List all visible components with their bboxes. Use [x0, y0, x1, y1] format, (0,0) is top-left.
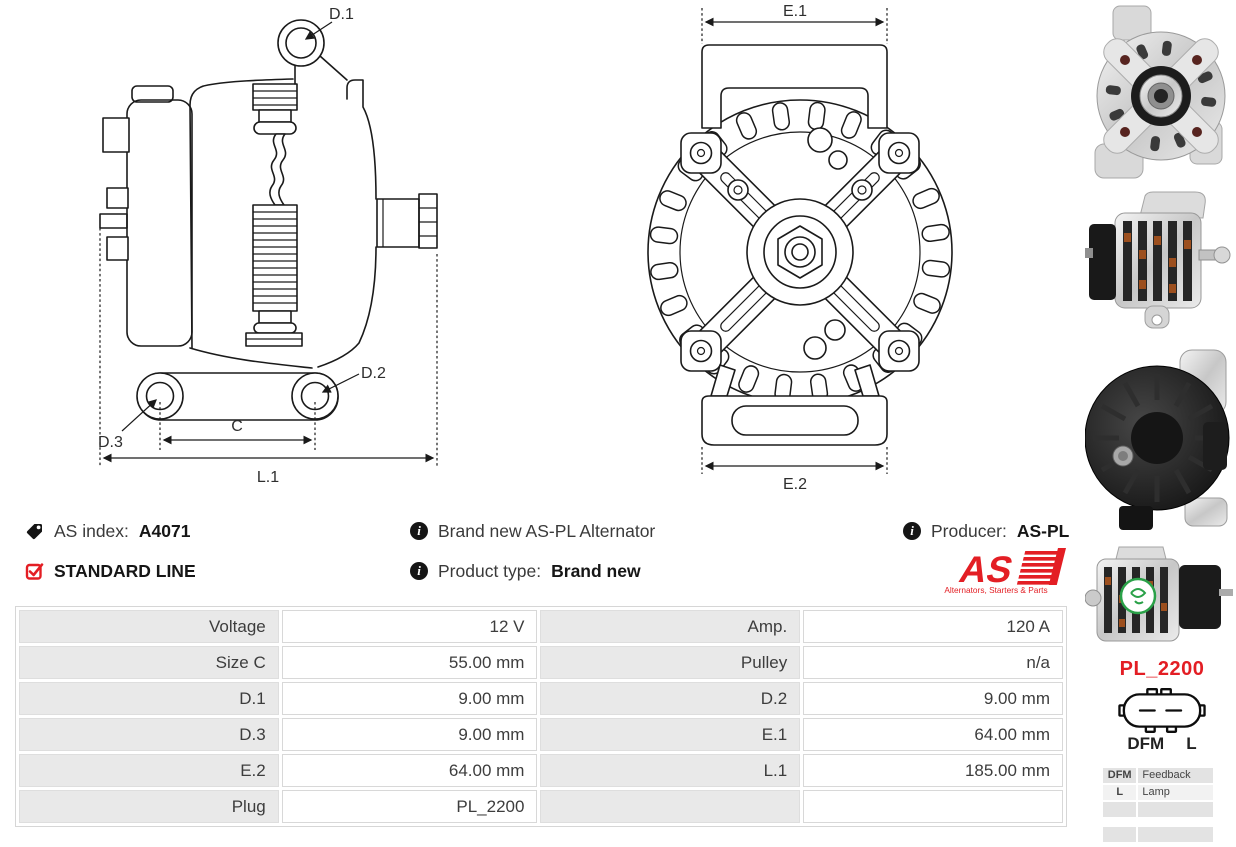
table-row [19, 718, 1063, 751]
spec-value: 185.00 mm [803, 754, 1063, 787]
info-icon: i [410, 522, 428, 540]
spec-table [15, 606, 1067, 827]
brand-new-row [410, 520, 655, 542]
spec-value [803, 790, 1063, 823]
dim-label-d3: D.3 [98, 434, 123, 451]
legend-row [1103, 785, 1213, 800]
plug-name: PL_2200 [1119, 658, 1205, 680]
plug-connector-diagram [1118, 687, 1206, 734]
producer-label: Producer: [931, 520, 1007, 541]
producer-row [903, 520, 1069, 542]
legend-desc: Lamp [1138, 785, 1213, 800]
product-photo-rear [1085, 338, 1236, 543]
spec-label: D.1 [19, 682, 279, 715]
spec-value: PL_2200 [282, 790, 538, 823]
product-type-label: Product type: [438, 560, 542, 581]
spec-label: E.1 [540, 718, 800, 751]
spec-label: L.1 [540, 754, 800, 787]
spec-value: 9.00 mm [282, 718, 538, 751]
info-icon: i [903, 522, 921, 540]
product-type-row [410, 560, 641, 582]
spec-label: Pulley [540, 646, 800, 679]
info-icon: i [410, 562, 428, 580]
standard-line-label: STANDARD LINE [54, 560, 196, 581]
product-photo-side-2 [1085, 543, 1236, 649]
table-row [19, 610, 1063, 643]
spec-value: 12 V [282, 610, 538, 643]
spec-label [540, 790, 800, 823]
as-index-value: A4071 [138, 520, 191, 541]
spec-value: 9.00 mm [803, 682, 1063, 715]
as-index-row [25, 520, 190, 542]
product-photo-side [1085, 188, 1236, 336]
legend-desc: Feedback [1138, 768, 1213, 783]
legend-row-empty [1103, 827, 1213, 842]
table-row [19, 682, 1063, 715]
as-index-label: AS index: [54, 520, 129, 541]
dim-label-e1: E.1 [782, 3, 808, 20]
checkbox-checked-icon [25, 562, 44, 581]
as-pl-logo [930, 548, 1066, 594]
spec-label: Amp. [540, 610, 800, 643]
spec-value: 64.00 mm [803, 718, 1063, 751]
table-row [19, 754, 1063, 787]
spec-label: D.2 [540, 682, 800, 715]
legend-pin: DFM [1103, 768, 1136, 783]
plug-pin-l: L [1186, 734, 1197, 753]
producer-value: AS-PL [1016, 520, 1070, 541]
product-photo-front [1085, 4, 1236, 184]
spec-value: 120 A [803, 610, 1063, 643]
spec-value: 9.00 mm [282, 682, 538, 715]
dim-label-l1: L.1 [256, 469, 280, 486]
alternator-side-drawing [80, 0, 450, 490]
tag-icon [25, 522, 44, 541]
legend-row-empty [1103, 802, 1213, 817]
dim-label-c: C [231, 418, 243, 435]
legend-pin: L [1103, 785, 1136, 800]
spec-label: Voltage [19, 610, 279, 643]
brand-new-text: Brand new AS-PL Alternator [438, 520, 656, 541]
dim-label-d2: D.2 [361, 365, 386, 382]
legend-spacer [1103, 819, 1213, 825]
spec-label: Plug [19, 790, 279, 823]
spec-value: 55.00 mm [282, 646, 538, 679]
spec-label: Size C [19, 646, 279, 679]
plug-section [1088, 658, 1236, 844]
as-logo-tagline: Alternators, Starters & Parts [944, 585, 1048, 594]
table-row [19, 646, 1063, 679]
spec-label: E.2 [19, 754, 279, 787]
product-type-value: Brand new [551, 560, 641, 581]
table-row [19, 790, 1063, 823]
alternator-front-drawing [635, 0, 955, 500]
plug-pin-dfm: DFM [1127, 734, 1165, 753]
standard-line-row [25, 560, 196, 582]
plug-pin-labels [1088, 734, 1236, 754]
spec-label: D.3 [19, 718, 279, 751]
plug-legend [1103, 768, 1213, 842]
legend-row [1103, 768, 1213, 783]
spec-value: 64.00 mm [282, 754, 538, 787]
as-logo-text: AS [955, 548, 1018, 590]
dim-label-e2: E.2 [782, 476, 808, 493]
dim-label-d1: D.1 [329, 6, 354, 23]
spec-value: n/a [803, 646, 1063, 679]
